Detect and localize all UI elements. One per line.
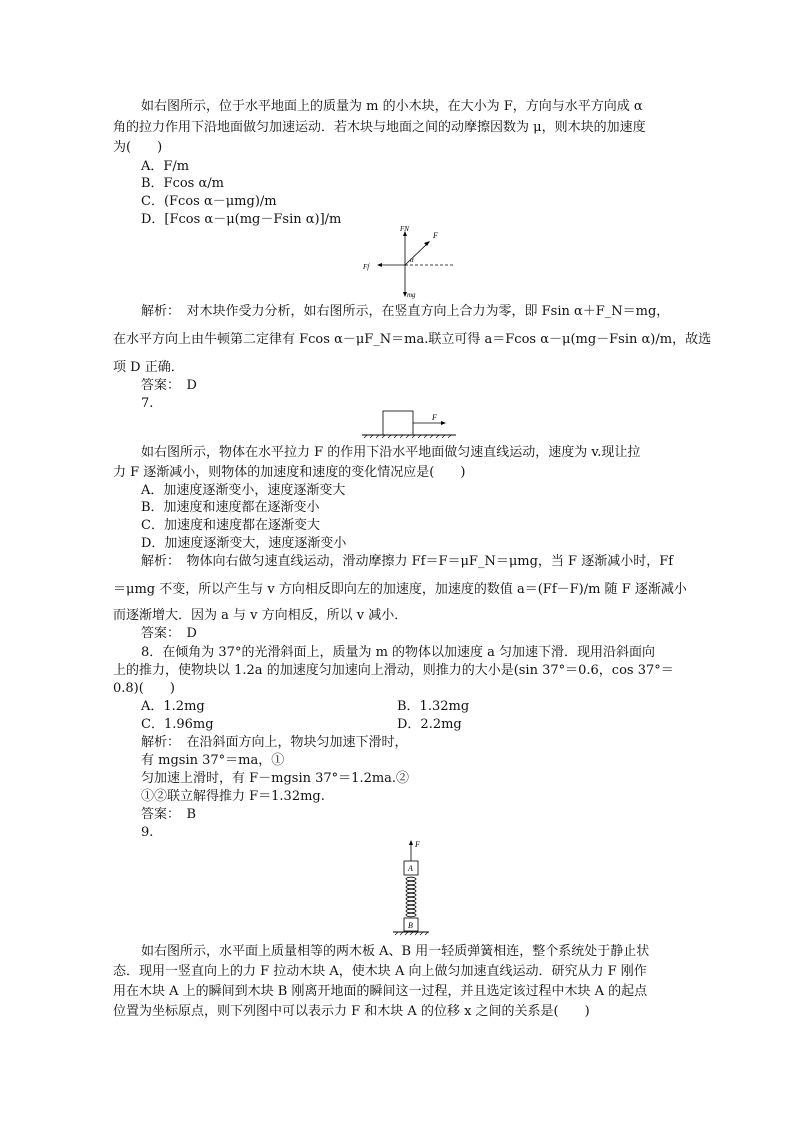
question-number: 7. — [141, 396, 154, 411]
option-d: D．加速度逐渐变大，速度逐渐变小 — [141, 536, 347, 551]
text-line: 用在木块 A 上的瞬间到木块 B 刚离开地面的瞬间这一过程，并且选定该过程中木块 A 的起点 — [113, 984, 648, 999]
text-line: 如右图所示，物体在水平拉力 F 的作用下沿水平地面做匀速直线运动，速度为 v.现让拉 — [141, 445, 641, 460]
text-line: 位置为坐标原点，则下列图中可以表示力 F 和木块 A 的位移 x 之间的关系是( ) — [113, 1004, 590, 1019]
label-alpha: α — [410, 256, 414, 264]
text-line: ①②联立解得推力 F＝1.32mg. — [141, 789, 325, 804]
label-f: F — [415, 840, 420, 849]
text-line: 力 F 逐渐减小，则物体的加速度和速度的变化情况应是( ) — [113, 465, 466, 480]
label-f: F — [433, 231, 438, 240]
text-line: 有 mgsin 37°＝ma，① — [141, 753, 285, 768]
label-b: B — [408, 921, 413, 930]
text-line: 解析： 对木块作受力分析，如右图所示，在竖直方向上合力为零，即 Fsin α＋F_N＝mg， — [141, 304, 670, 319]
answer: 答案： D — [141, 626, 197, 641]
question-number: 9. — [141, 825, 154, 840]
text-line: ＝μmg 不变，所以产生与 v 方向相反即向左的加速度，加速度的数值 a＝(Ff－F)/m 随 F 逐渐减小 — [113, 582, 687, 597]
option-b: B．1.32mg — [397, 699, 470, 714]
option-a: A．1.2mg — [141, 699, 205, 714]
text-line: 8．在倾角为 37°的光滑斜面上，质量为 m 的物体以加速度 a 匀加速下滑．现用沿斜面向 — [141, 645, 656, 660]
block-figure — [360, 409, 460, 439]
text-line: 解析： 在沿斜面方向上，物块匀加速下滑时， — [141, 735, 408, 750]
force-diagram-figure — [362, 225, 462, 305]
text-line: 0.8)( ) — [113, 681, 175, 696]
text-line: 如右图所示，位于水平地面上的质量为 m 的小木块，在大小为 F，方向与水平方向成 α — [141, 99, 643, 114]
option-a: A．F/m — [141, 159, 190, 174]
text-line: 态．现用一竖直向上的力 F 拉动木块 A，使木块 A 向上做匀加速直线运动．研究从力 F 刚作 — [113, 964, 647, 979]
text-line: 而逐渐增大．因为 a 与 v 方向相反，所以 v 减小． — [113, 608, 408, 623]
option-a: A．加速度逐渐变小，速度逐渐变大 — [141, 483, 346, 498]
option-d: D．[Fcos α－μ(mg－Fsin α)]/m — [141, 212, 342, 227]
text-line: 项 D 正确． — [113, 360, 184, 375]
text-line: 在水平方向上由牛顿第二定律有 Fcos α－μF_N＝ma.联立可得 a＝Fcos α－μ(mg－Fsin α)/m，故选 — [113, 332, 712, 347]
option-d: D．2.2mg — [397, 717, 462, 732]
text-line: 上的推力，使物块以 1.2a 的加速度匀加速向上滑动，则推力的大小是(sin 37°＝0.6，cos 37°＝ — [113, 663, 674, 678]
option-c: C．(Fcos α－μmg)/m — [141, 194, 277, 209]
label-ff: Ff — [363, 263, 370, 271]
spring-figure — [385, 838, 435, 938]
text-line: 角的拉力作用下沿地面做匀加速运动．若木块与地面之间的动摩擦因数为 μ，则木块的加速度 — [113, 120, 646, 135]
label-f: F — [432, 413, 437, 422]
text-line: 解析： 物体向右做匀速直线运动，滑动摩擦力 Ff＝F＝μF_N＝μmg，当 F 逐渐减小时，Ff — [141, 554, 674, 569]
option-b: B．加速度和速度都在逐渐变小 — [141, 500, 320, 515]
text-line: 为( ) — [113, 140, 163, 155]
label-mg: mg — [407, 291, 416, 299]
answer: 答案： D — [141, 378, 197, 393]
answer: 答案： B — [141, 807, 197, 822]
label-fn: FN — [400, 225, 409, 233]
option-c: C．加速度和速度都在逐渐变大 — [141, 518, 320, 533]
option-c: C．1.96mg — [141, 717, 214, 732]
option-b: B．Fcos α/m — [141, 176, 224, 191]
text-line: 匀加速上滑时，有 F－mgsin 37°＝1.2ma.② — [141, 771, 410, 786]
label-a: A — [408, 864, 413, 873]
text-line: 如右图所示，水平面上质量相等的两木板 A、B 用一轻质弹簧相连，整个系统处于静止状 — [141, 944, 650, 959]
